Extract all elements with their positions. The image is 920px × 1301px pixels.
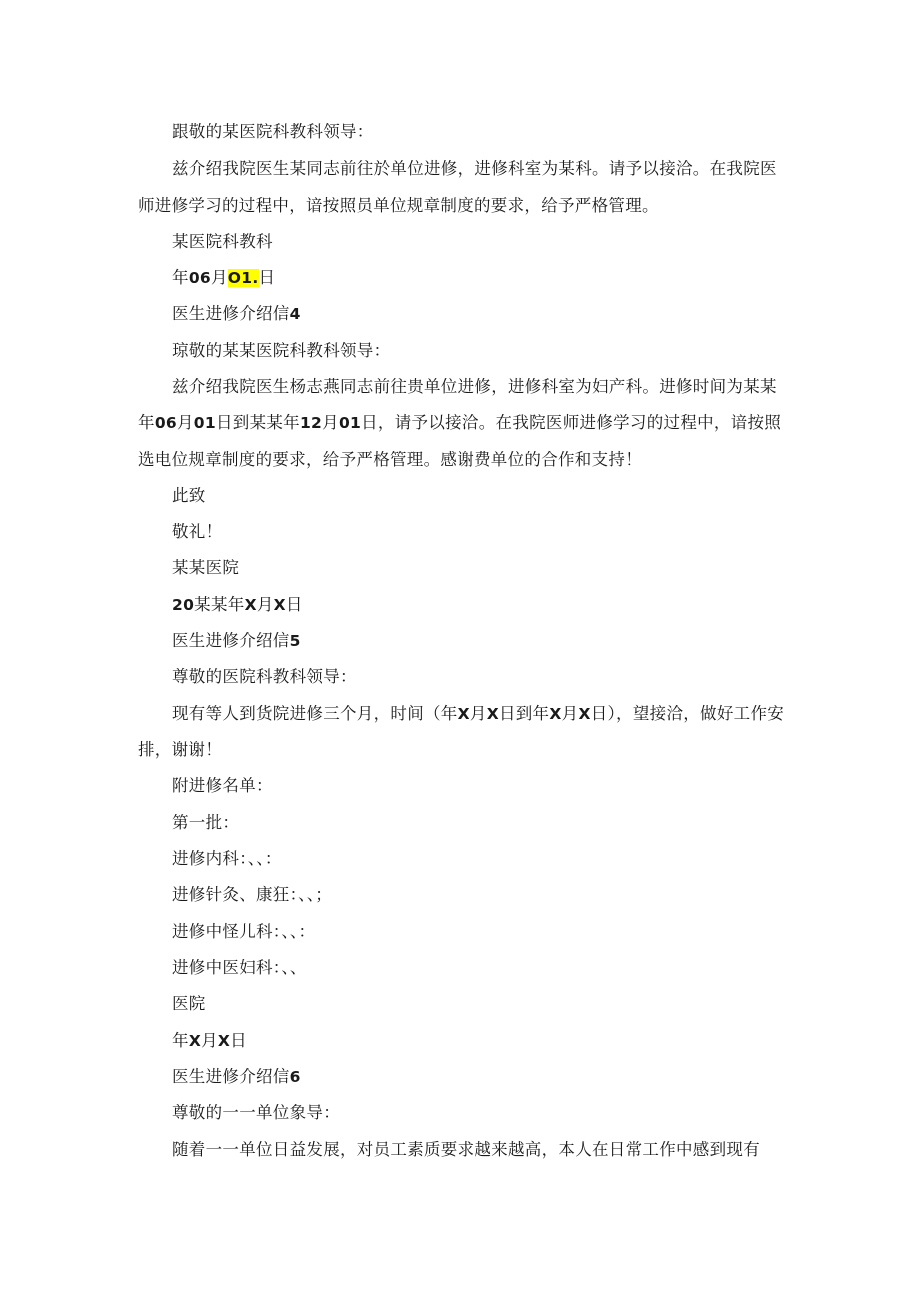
section-heading-4	[172, 304, 301, 324]
text-run: 日到某某年	[215, 413, 300, 432]
number-run: X	[486, 705, 499, 723]
salutation-2: 琼敬的某某医院科教科领导：	[172, 341, 391, 360]
date-line-2	[172, 595, 303, 615]
number-run: 01	[193, 414, 216, 432]
text-run: 年	[138, 413, 155, 432]
text-run: 月	[561, 704, 579, 723]
paragraph-2-line-1: 兹介绍我院医生杨志燕同志前往贵单位进修，进修科室为妇产科。进修时间为某某	[172, 377, 777, 396]
salutation-4: 尊敬的一一单位象导：	[172, 1103, 340, 1122]
signature-org-1: 某医院科教科	[172, 232, 273, 251]
heading-text: 医生进修介绍信	[172, 304, 290, 323]
text-run: 现有等人到货院进修三个月，时间（年	[172, 704, 458, 723]
paragraph-3-line-1	[172, 704, 784, 724]
number-run: X	[273, 596, 286, 614]
number-run: X	[217, 1032, 231, 1050]
signature-org-3: 医院	[172, 994, 206, 1013]
heading-number: 5	[289, 632, 301, 650]
list-item: 进修中医妇科：、、	[172, 958, 307, 977]
section-heading-5	[172, 631, 301, 651]
heading-text: 医生进修介绍信	[172, 1067, 290, 1086]
paragraph-2-line-2	[138, 413, 781, 433]
paragraph-4-line-1: 随着一一单位日益发展，对员工素质要求越来越高，本人在日常工作中感到现有	[172, 1140, 760, 1159]
list-item: 进修内科：、、：	[172, 849, 282, 868]
number-run: 20	[172, 596, 195, 614]
date-text: 月	[210, 268, 228, 287]
closing-2: 敬礼！	[172, 522, 223, 541]
number-run: X	[457, 705, 470, 723]
list-item: 进修针灸、康狂：、、；	[172, 885, 333, 904]
date-line-3	[172, 1031, 247, 1051]
text-run: 某某年	[194, 595, 245, 614]
date-line-1	[172, 268, 275, 288]
number-run: 01	[338, 414, 362, 432]
salutation-1: 跟敬的某医院科教科领导：	[172, 122, 374, 141]
text-run: 年	[172, 1031, 189, 1050]
text-run: 日	[285, 595, 303, 614]
date-number: 06	[188, 269, 211, 287]
heading-number: 4	[289, 305, 301, 323]
date-text: 年	[172, 268, 189, 287]
batch-heading: 第一批：	[172, 813, 240, 832]
date-text: 日	[258, 268, 276, 287]
list-item: 进修中怪儿科：、、：	[172, 922, 316, 941]
paragraph-1-line-2: 师进修学习的过程中，谙按照员单位规章制度的要求，给予严格管理。	[138, 196, 659, 215]
number-run: X	[188, 1032, 202, 1050]
salutation-3: 尊敬的医院科教科领导：	[172, 667, 357, 686]
text-run: 月	[201, 1031, 218, 1050]
heading-text: 医生进修介绍信	[172, 631, 290, 650]
text-run: 月	[256, 595, 274, 614]
text-run: 日，请予以接洽。在我院医师进修学习的过程中，谙按照	[361, 413, 782, 432]
text-run: 日），望接洽，做好工作安	[590, 704, 785, 723]
number-run: 06	[154, 414, 177, 432]
text-run: 日到年	[498, 704, 550, 723]
section-heading-6	[172, 1067, 301, 1087]
text-run: 月	[469, 704, 487, 723]
list-heading: 附进修名单：	[172, 776, 273, 795]
number-run: X	[549, 705, 562, 723]
signature-org-2: 某某医院	[172, 558, 240, 577]
highlighted-date-number: O1.	[227, 269, 259, 287]
number-run: 12	[299, 414, 323, 432]
heading-number: 6	[289, 1068, 301, 1086]
paragraph-3-line-2: 排，谢谢！	[138, 740, 222, 759]
paragraph-1-line-1: 兹介绍我院医生某同志前往於单位进修，进修科室为某科。请予以接洽。在我院医	[172, 159, 777, 178]
closing-1: 此致	[172, 486, 206, 505]
paragraph-2-line-3: 选电位规章制度的要求，给予严格管理。感谢费单位的合作和支持！	[138, 450, 642, 469]
text-run: 日	[230, 1031, 247, 1050]
number-run: X	[578, 705, 591, 723]
text-run: 月	[322, 413, 339, 432]
text-run: 月	[176, 413, 194, 432]
number-run: X	[244, 596, 257, 614]
